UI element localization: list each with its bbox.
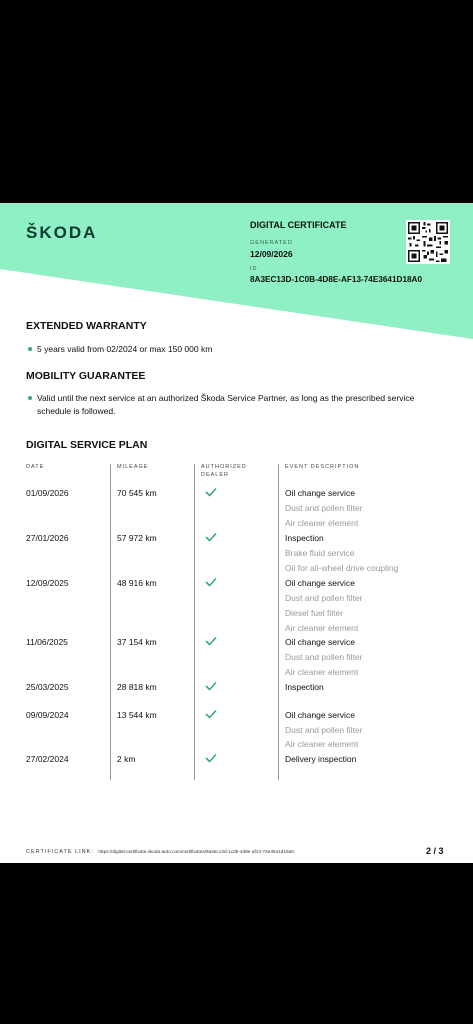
row-date: 12/09/2025	[26, 578, 69, 588]
row-date: 27/02/2024	[26, 754, 69, 764]
check-icon	[205, 753, 217, 763]
column-header-dealer: AUTHORIZED DEALER	[201, 464, 247, 478]
generated-label: GENERATED	[250, 240, 293, 246]
warranty-text: 5 years valid from 02/2024 or max 150 000 km	[37, 344, 213, 354]
column-header-mileage: MILEAGE	[117, 464, 149, 470]
column-header-event: EVENT DESCRIPTION	[285, 464, 360, 470]
event-description: Brake fluid service	[285, 548, 355, 558]
event-description: Dust and pollen filter	[285, 652, 363, 662]
bullet-dot	[28, 396, 32, 400]
check-icon	[205, 532, 217, 542]
column-divider	[278, 464, 279, 780]
event-description: Oil change service	[285, 488, 355, 498]
column-divider	[110, 464, 111, 780]
id-label: ID	[250, 266, 258, 272]
event-description: Air cleaner element	[285, 739, 359, 749]
check-icon	[205, 681, 217, 691]
event-description: Air cleaner element	[285, 623, 359, 633]
event-description: Dust and pollen filter	[285, 725, 363, 735]
row-date: 01/09/2026	[26, 488, 69, 498]
check-icon	[205, 487, 217, 497]
service-plan-title: DIGITAL SERVICE PLAN	[26, 439, 148, 451]
check-icon	[205, 636, 217, 646]
column-header-date: DATE	[26, 464, 45, 470]
row-mileage: 2 km	[117, 754, 136, 764]
event-description: Oil change service	[285, 578, 355, 588]
certificate-title: DIGITAL CERTIFICATE	[250, 220, 347, 230]
event-description: Oil for all-wheel drive coupling	[285, 563, 399, 573]
event-description: Dust and pollen filter	[285, 593, 363, 603]
row-mileage: 13 544 km	[117, 710, 157, 720]
column-divider	[194, 464, 195, 780]
row-date: 11/06/2025	[26, 637, 68, 647]
row-mileage: 28 818 km	[117, 682, 157, 692]
check-icon	[205, 577, 217, 587]
row-date: 27/01/2026	[26, 533, 69, 543]
certificate-page	[0, 203, 473, 863]
extended-warranty-title: EXTENDED WARRANTY	[26, 320, 147, 332]
event-description: Air cleaner element	[285, 518, 359, 528]
list-item	[28, 343, 428, 356]
event-description: Inspection	[285, 682, 324, 692]
event-description: Oil change service	[285, 637, 355, 647]
row-date: 25/03/2025	[26, 682, 69, 692]
guarantee-text: Valid until the next service at an authorized Škoda Service Partner, as long as the prescribed service schedule is followed.	[37, 393, 415, 416]
row-date: 09/09/2024	[26, 710, 69, 720]
event-description: Inspection	[285, 533, 324, 543]
event-description: Delivery inspection	[285, 754, 357, 764]
qr-code-icon[interactable]	[406, 220, 450, 264]
certificate-id: 8A3EC13D-1C0B-4D8E-AF13-74E3641D18A0	[250, 275, 423, 284]
event-description: Diesel fuel filter	[285, 608, 344, 618]
list-item	[28, 392, 428, 417]
mobility-guarantee-title: MOBILITY GUARANTEE	[26, 370, 146, 382]
event-description: Oil change service	[285, 710, 355, 720]
row-mileage: 57 972 km	[117, 533, 157, 543]
page-number: 2 / 3	[426, 846, 444, 856]
row-mileage: 70 545 km	[117, 488, 157, 498]
event-description: Dust and pollen filter	[285, 503, 363, 513]
certificate-link-label: CERTIFICATE LINK:	[26, 849, 94, 855]
certificate-link-url[interactable]: https://digital-certificate.skoda-auto.com/certificates/8a3ec13d-1c0b-4d8e-af13-74e3641d18a0	[98, 849, 294, 854]
certificate-link	[26, 849, 294, 855]
row-mileage: 48 916 km	[117, 578, 157, 588]
bullet-dot	[28, 347, 32, 351]
skoda-logo: ŠKODA	[26, 223, 98, 242]
generated-date: 12/09/2026	[250, 249, 293, 259]
row-mileage: 37 154 km	[117, 637, 157, 647]
event-description: Air cleaner element	[285, 667, 359, 677]
check-icon	[205, 709, 217, 719]
